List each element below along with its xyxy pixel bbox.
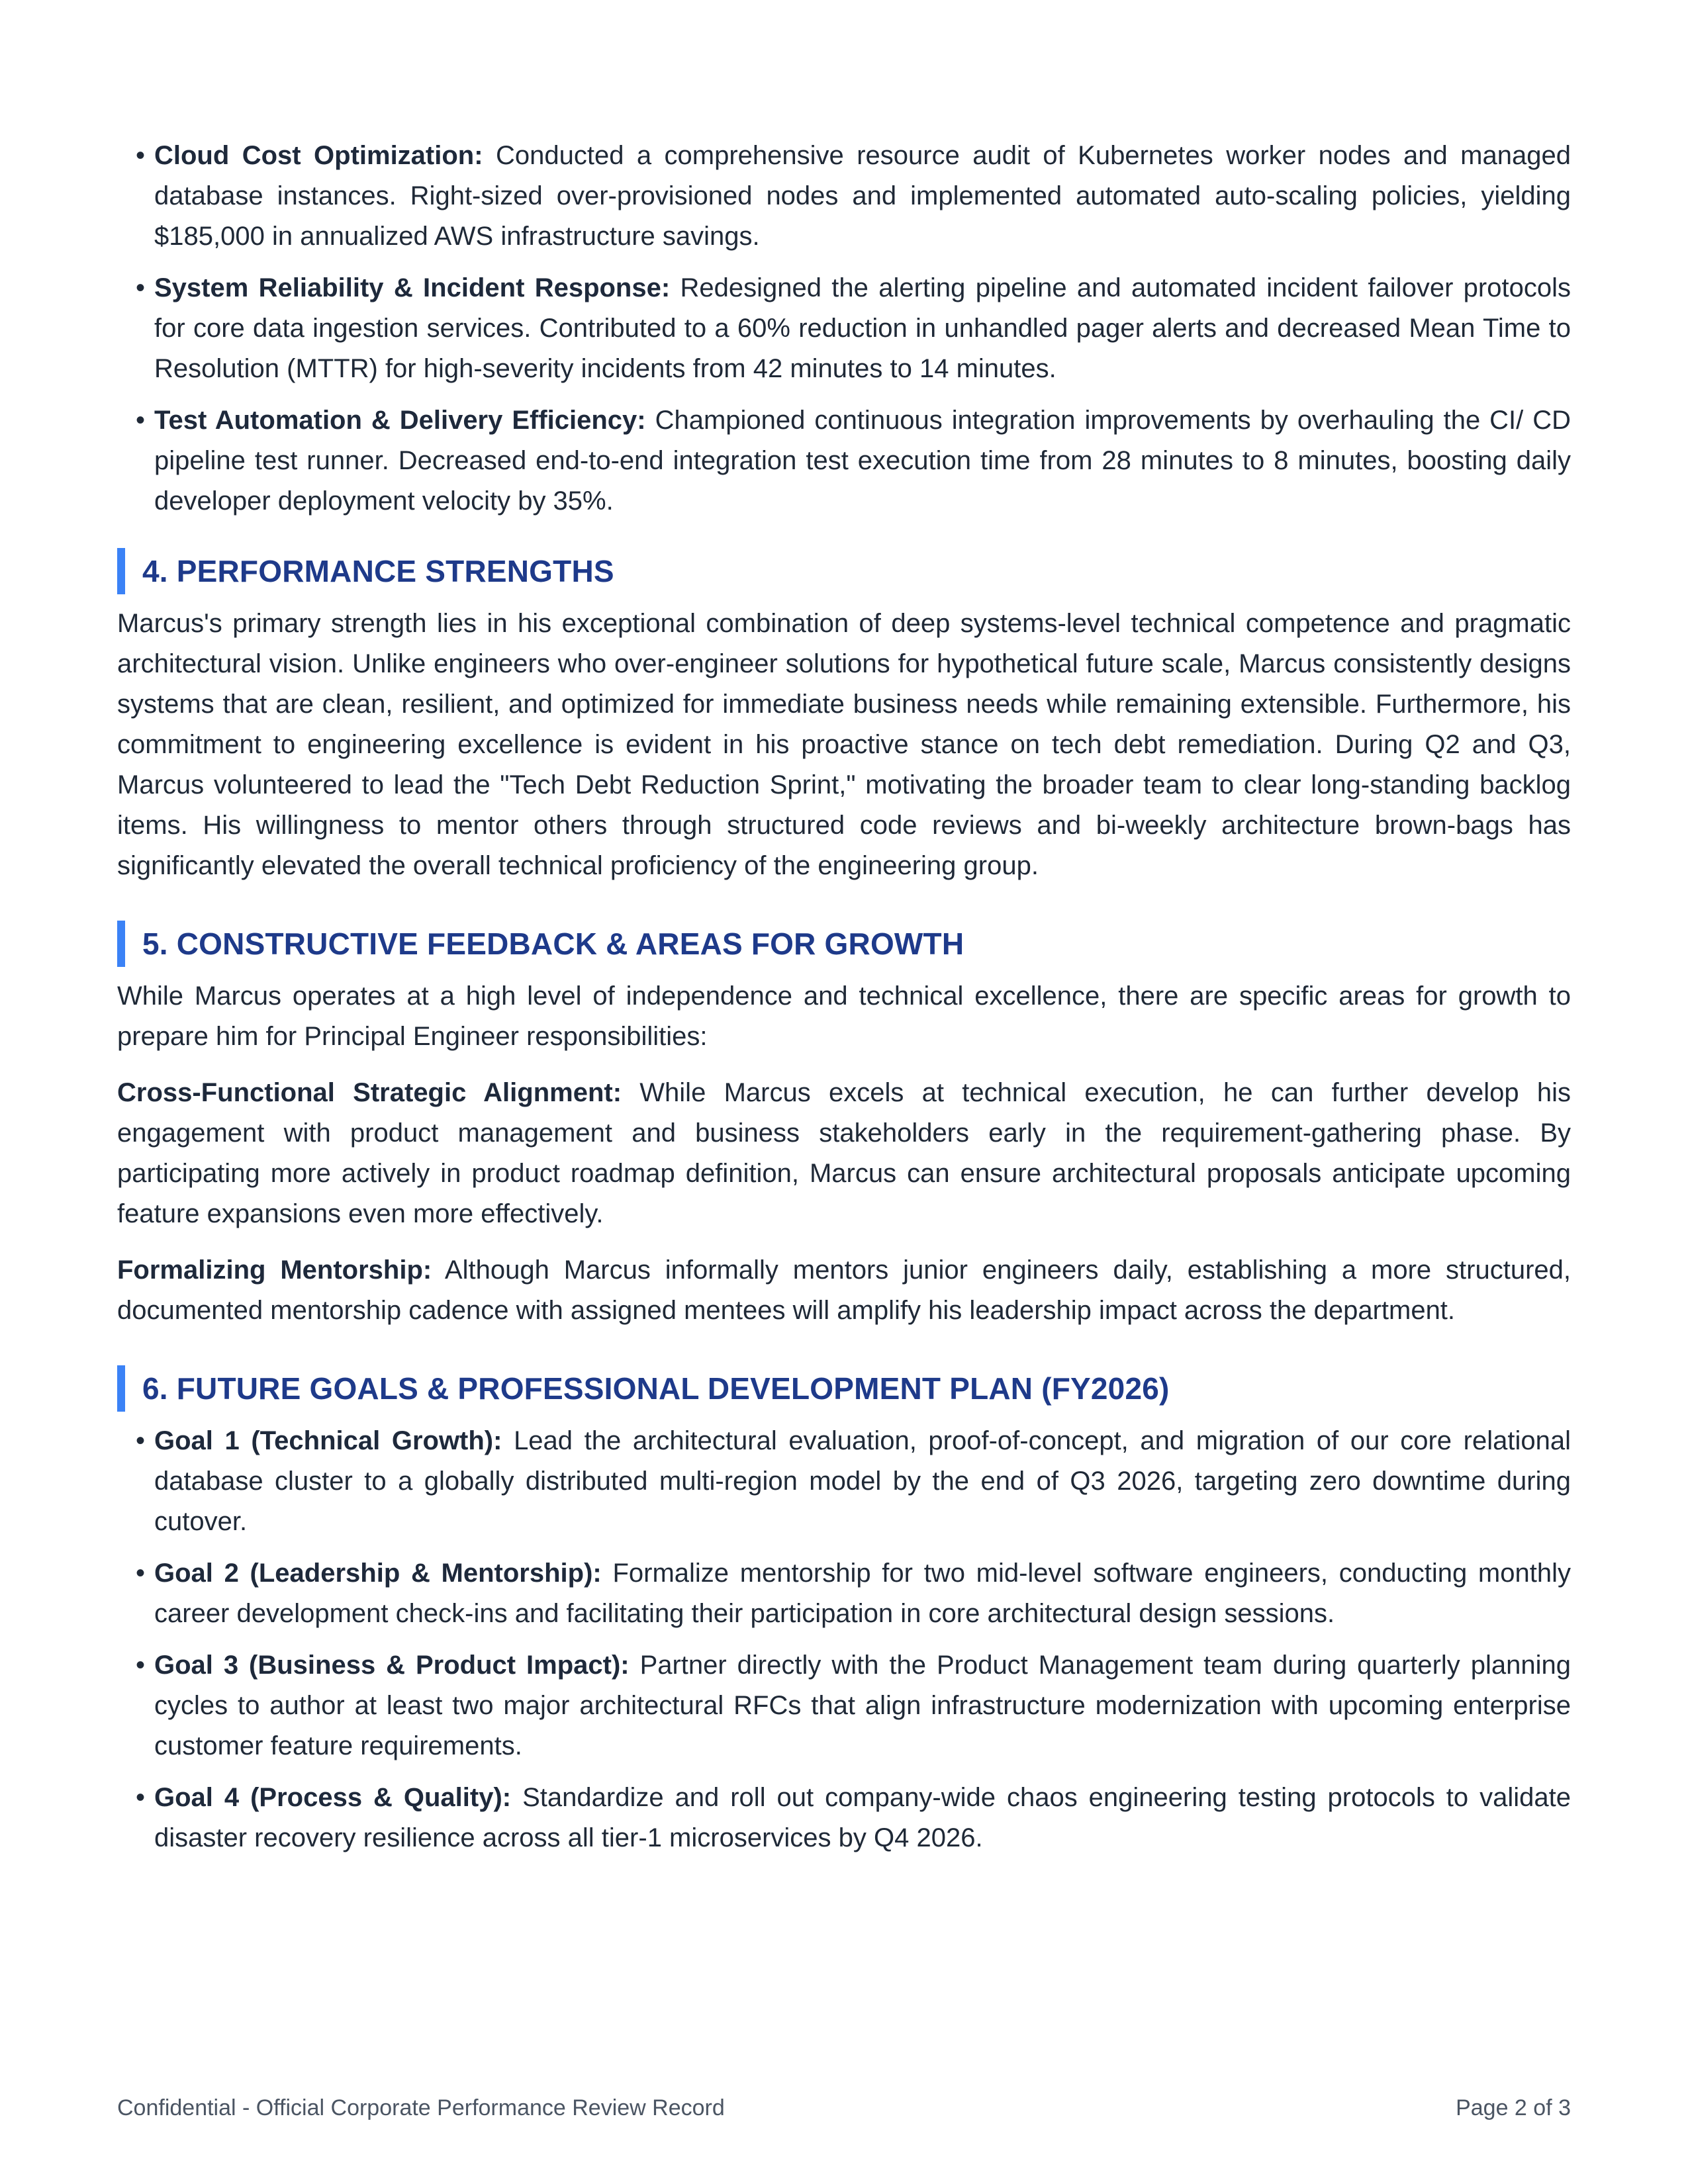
bullet-text: Conducted a comprehensive resource audit of Kubernetes worker nodes and managed database instances. Right-sized over-provisioned nodes and implemented automated auto-scaling policies, yielding $185,000 in annualized AWS infrastructure savings. <box>154 141 1571 251</box>
goal-text: Lead the architectural evaluation, proof-of-concept, and migration of our core relational database cluster to a globally distributed multi-region model by the end of Q3 2026, targeting zero downtime during cutover. <box>154 1426 1571 1536</box>
achievements-list <box>117 136 1571 522</box>
goal-label: Goal 2 (Leadership & Mentorship): <box>154 1559 602 1588</box>
goal-text: Formalize mentorship for two mid-level software engineers, conducting monthly career development check-ins and facilitating their participation in core architectural design sessions. <box>154 1559 1571 1628</box>
goal-label: Goal 3 (Business & Product Impact): <box>154 1651 630 1680</box>
bullet-label: System Reliability & Incident Response: <box>154 273 671 302</box>
list-item <box>117 1645 1571 1766</box>
goal-label: Goal 1 (Technical Growth): <box>154 1426 502 1455</box>
goal-label: Goal 4 (Process & Quality): <box>154 1783 512 1812</box>
goal-text: Standardize and roll out company-wide chaos engineering testing protocols to validate disaster recovery resilience across all tier-1 microservices by Q4 2026. <box>154 1783 1571 1852</box>
list-item <box>117 1778 1571 1858</box>
list-item <box>117 136 1571 257</box>
bullet-label: Cloud Cost Optimization: <box>154 141 483 170</box>
feedback-text: Although Marcus informally mentors junior engineers daily, establishing a more structured, documented mentorship cadence with assigned mentees will amplify his leadership impact across the department. <box>117 1255 1571 1325</box>
page-number: Page 2 of 3 <box>1456 2095 1571 2120</box>
footer-confidential-text: Confidential - Official Corporate Performance Review Record <box>117 2095 725 2120</box>
list-item <box>117 1553 1571 1634</box>
bullet-label: Test Automation & Delivery Efficiency: <box>154 406 646 435</box>
bullet-text: Championed continuous integration improvements by overhauling the CI/ CD pipeline test runner. Decreased end-to-end integration test execution time from 28 minutes to 8 minutes, boosting daily developer deployment velocity by 35%. <box>154 406 1571 516</box>
goals-list <box>117 1421 1571 1858</box>
feedback-text: While Marcus excels at technical execution, he can further develop his engagement with product management and business stakeholders early in the requirement-gathering phase. By participating more actively in product roadmap definition, Marcus can ensure architectural proposals anticipate upcoming feature expansions even more effectively. <box>117 1078 1571 1228</box>
bullet-text: Redesigned the alerting pipeline and automated incident failover protocols for core data ingestion services. Contributed to a 60% reduction in unhandled pager alerts and decreased Mean Time to Resolution (MTTR) for high-severity incidents from 42 minutes to 14 minutes. <box>154 273 1571 383</box>
section-title-feedback: 5. CONSTRUCTIVE FEEDBACK & AREAS FOR GROWTH <box>117 921 1571 967</box>
feedback-label: Cross-Functional Strategic Alignment: <box>117 1078 622 1107</box>
list-item <box>117 268 1571 389</box>
page-footer <box>117 2095 1571 2121</box>
list-item <box>117 1421 1571 1542</box>
section-title-goals: 6. FUTURE GOALS & PROFESSIONAL DEVELOPMENT PLAN (FY2026) <box>117 1365 1571 1412</box>
feedback-intro: While Marcus operates at a high level of independence and technical excellence, there are specific areas for growth to prepare him for Principal Engineer responsibilities: <box>117 981 1571 1051</box>
feedback-item <box>117 1250 1571 1331</box>
list-item <box>117 400 1571 522</box>
document-page <box>117 136 1571 1870</box>
feedback-label: Formalizing Mentorship: <box>117 1255 432 1285</box>
goal-text: Partner directly with the Product Management team during quarterly planning cycles to author at least two major architectural RFCs that align infrastructure modernization with upcoming enterprise customer feature requirements. <box>154 1651 1571 1760</box>
feedback-item <box>117 1073 1571 1234</box>
strengths-paragraph: Marcus's primary strength lies in his exceptional combination of deep systems-level technical competence and pragmatic architectural vision. Unlike engineers who over-engineer solutions for hypothetical future scale, Marcus consistently designs systems that are clean, resilient, and optimized for immediate business needs while remaining extensible. Furthermore, his commitment to engineering excellence is evident in his proactive stance on tech debt remediation. During Q2 and Q3, Marcus volunteered to lead the "Tech Debt Reduction Sprint," motivating the broader team to clear long-standing backlog items. His willingness to mentor others through structured code reviews and bi-weekly architecture brown-bags has significantly elevated the overall technical proficiency of the engineering group. <box>117 609 1571 880</box>
section-title-strengths: 4. PERFORMANCE STRENGTHS <box>117 548 1571 594</box>
